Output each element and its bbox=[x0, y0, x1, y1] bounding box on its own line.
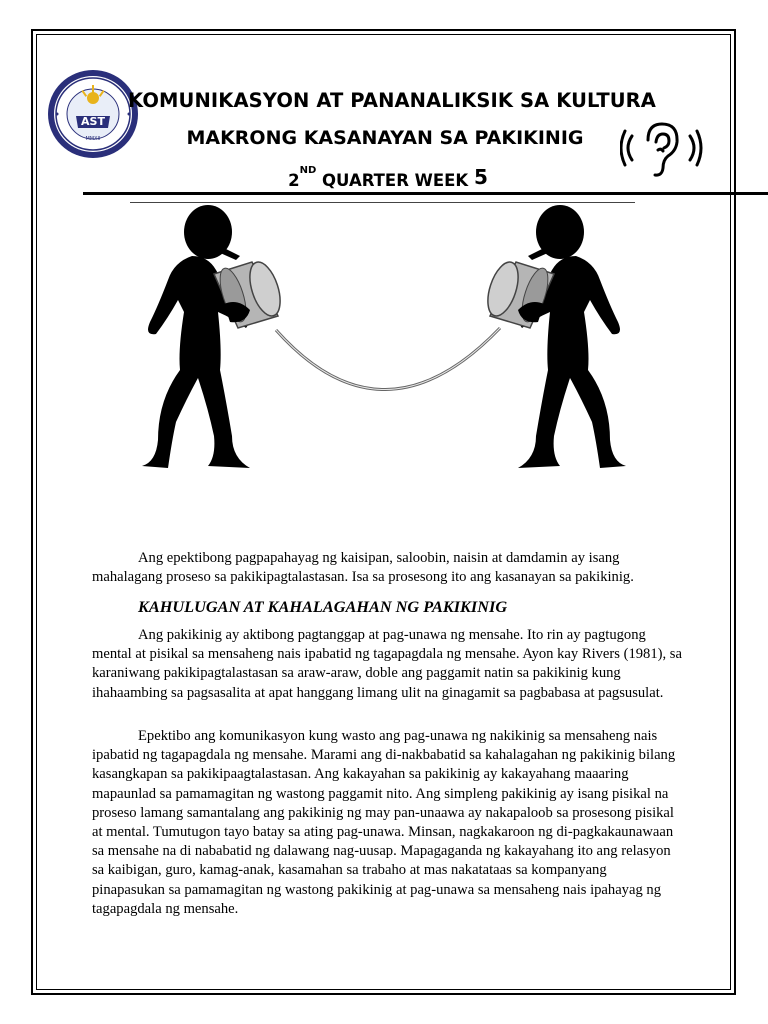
svg-text:AST: AST bbox=[81, 115, 105, 128]
week-number: 5 bbox=[473, 165, 488, 189]
ear-listening-icon bbox=[620, 118, 704, 180]
course-title: KOMUNIKASYON AT PANANALIKSIK SA KULTURA bbox=[128, 89, 656, 112]
header-divider bbox=[83, 192, 768, 195]
quarter-ordinal-suffix: ND bbox=[299, 165, 317, 176]
intro-paragraph bbox=[92, 549, 682, 587]
body-paragraph-2 bbox=[92, 727, 682, 919]
tin-can-telephone-figures-icon bbox=[128, 200, 638, 480]
module-title: MAKRONG KASANAYAN SA PAKIKINIG bbox=[186, 127, 584, 149]
quarter-week-text: QUARTER WEEK bbox=[316, 171, 474, 190]
quarter-week-label bbox=[278, 167, 498, 191]
intro-text: Ang epektibong pagpapahayag ng kaisipan, saloobin, naisin at damdamin ay isang mahalagang proseso sa pakikipagtalastasan. Isa sa prosesong ito ang kasanayan sa pakikinig. bbox=[92, 550, 634, 586]
paragraph-2-text: Epektibo ang komunikasyon kung wasto ang pag-unawa ng nakikinig sa mensaheng nais ipabatid ng tagapagdala ng mensahe. Marami ang di-nakbabatid sa kahalagahan ng pakikinig bilang kasangkapan sa pakikipaagtalastasan. Ang kakayahan sa pakikinig ay kakayahang maaaring mapaunlad sa pamamagitan ng wastong paggamit nito. Ang simpleng pakikinig ay isang pisikal na proseso lamang samantalang ang pakikinig ng may pan-unaawa ay nakapaloob sa prosesong pisikal at mental. Tumutugon tayo batay sa ating pag-unawa. Minsan, nagkakaroon ng di-pagkakaunawaan sa mensahe na di nababatid ng dalawang nag-uusap. Mapagaganda ng kakayahang ito ang relasyon sa kaibigan, guro, kamag-anak, kasamahan sa trabaho at mas nakatataas sa kompanyang pinapasukan sa pamamagitan ng wastong pakikinig at pag-unawa sa mensaheng nais ipahayag ng tagapagdala ng mensahe. bbox=[92, 728, 676, 917]
body-paragraph-1 bbox=[92, 626, 682, 703]
quarter-number: 2 bbox=[288, 171, 300, 190]
section-heading: KAHULUGAN AT KAHALAGAHAN NG PAKIKINIG bbox=[138, 597, 508, 616]
svg-text:MMXII: MMXII bbox=[85, 136, 101, 142]
paragraph-1-text: Ang pakikinig ay aktibong pagtanggap at pag-unawa ng mensahe. Ito rin ay pagtugong mental at pisikal sa mensaheng nais ipabatid ng tagapagdala ng mensahe. Ayon kay Rivers (1981), sa karaniwang pakikipagtalastasan sa araw-araw, doble ang paggamit natin sa pakikinig kung ihahaambing sa pagsasalita at apat hanggang limang ulit na ginagamit sa pagbabasa at pagsusulat. bbox=[92, 627, 682, 701]
school-seal-icon bbox=[46, 68, 140, 160]
